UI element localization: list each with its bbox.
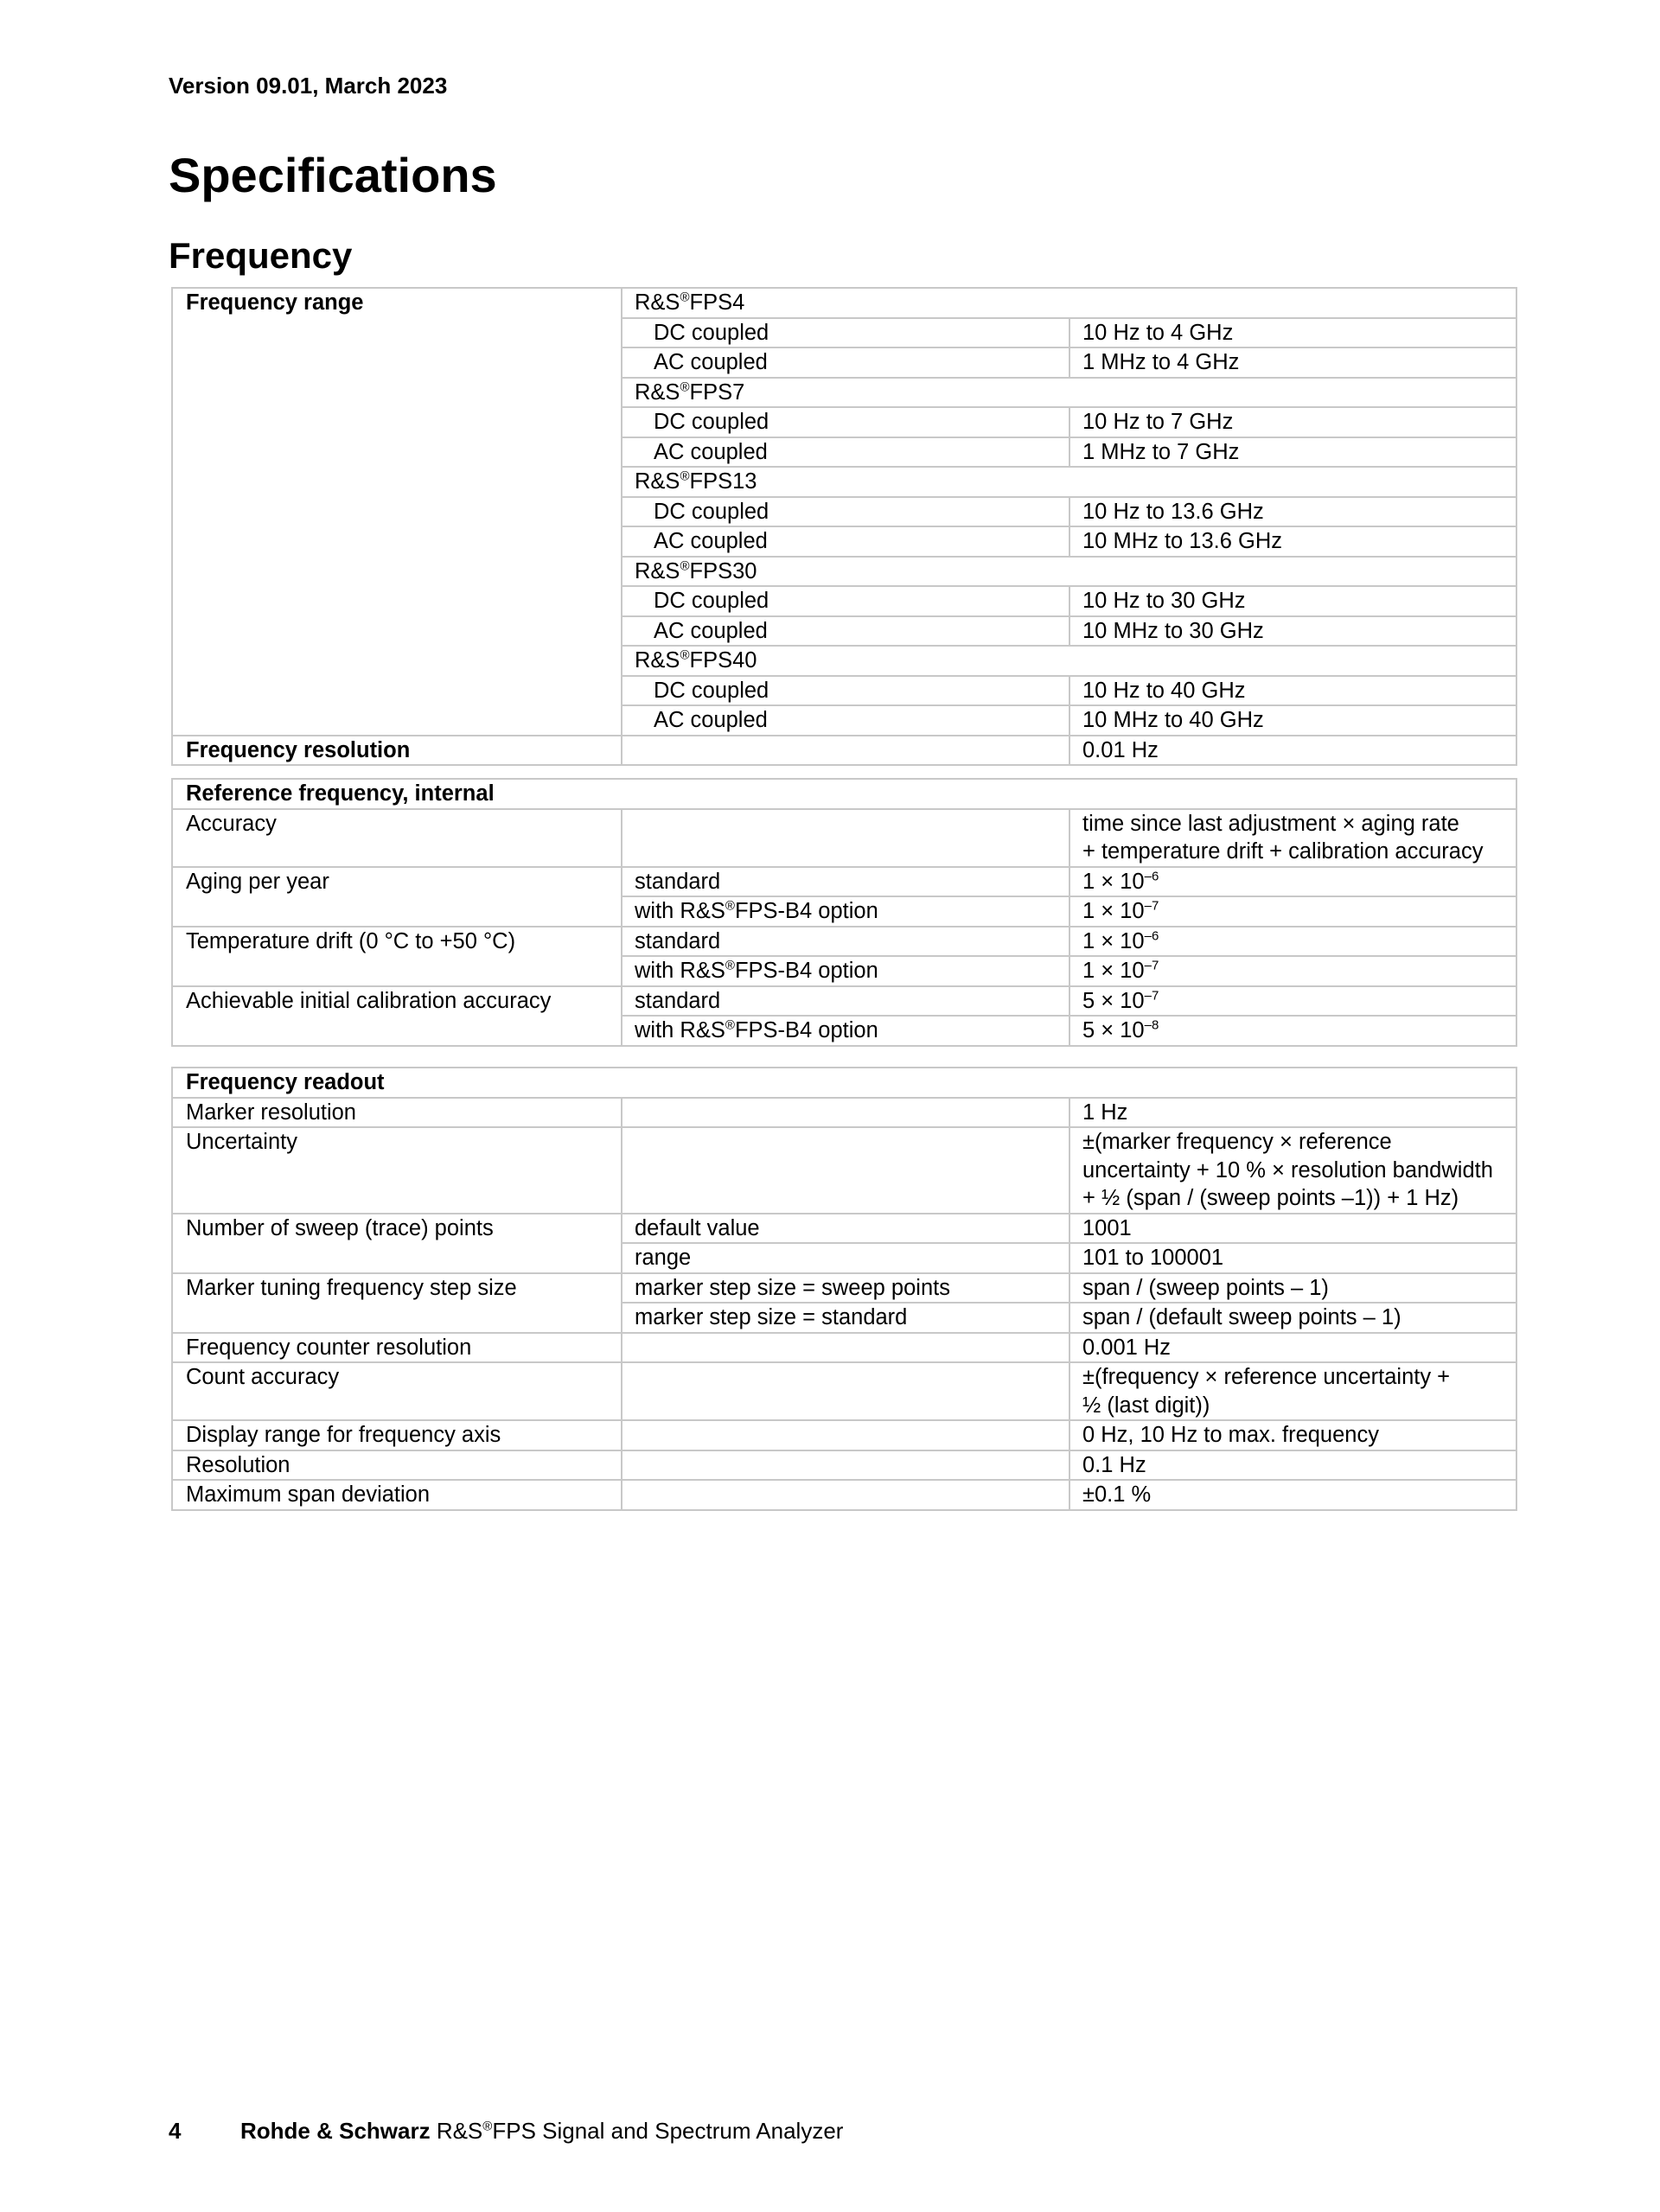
spec-value: span / (sweep points – 1) [1069,1273,1516,1304]
spec-value: 1001 [1069,1214,1516,1244]
version-label: Version 09.01, March 2023 [169,73,448,99]
table-row [172,779,1516,809]
table-row [172,1068,1516,1098]
frequency-range-table [171,287,1517,766]
resolution-value: 0.1 Hz [1069,1450,1516,1481]
coupling-label: AC coupled [622,526,1069,557]
step-size-label: Marker tuning frequency step size [172,1273,622,1333]
table-row [172,1420,1516,1450]
condition-label: with R&S®FPS-B4 option [622,1016,1069,1046]
calibration-accuracy-label: Achievable initial calibration accuracy [172,986,622,1046]
model-row: R&S®FPS7 [622,378,1516,408]
product-name: FPS Signal and Spectrum Analyzer [492,2118,844,2144]
display-range-value: 0 Hz, 10 Hz to max. frequency [1069,1420,1516,1450]
model-row: R&S®FPS30 [622,557,1516,587]
empty-cell [622,1098,1069,1128]
table-row [172,1333,1516,1363]
marker-resolution-value: 1 Hz [1069,1098,1516,1128]
product-prefix: R&S [430,2118,483,2144]
resolution-label: Resolution [172,1450,622,1481]
table-row [172,1273,1516,1304]
empty-cell [622,809,1069,867]
page-number: 4 [169,2118,182,2144]
condition-label: default value [622,1214,1069,1244]
empty-cell [622,1480,1069,1510]
condition-label: marker step size = sweep points [622,1273,1069,1304]
spec-value: $1 \times 10^{-7}$ [1069,896,1516,927]
marker-resolution-label: Marker resolution [172,1098,622,1128]
count-accuracy-value: ±(frequency × reference uncertainty + ½ (last digit)) [1069,1362,1516,1420]
spec-value: span / (default sweep points – 1) [1069,1303,1516,1333]
span-deviation-value: ±0.1 % [1069,1480,1516,1510]
registered-mark: ® [482,2119,493,2134]
range-value: 1 MHz to 4 GHz [1069,347,1516,378]
table-row [172,809,1516,867]
range-value: 10 Hz to 4 GHz [1069,318,1516,348]
empty-cell [622,736,1069,766]
frequency-range-label: Frequency range [172,288,622,736]
empty-cell [622,1450,1069,1481]
table-title: Frequency readout [172,1068,1516,1098]
table-row [172,867,1516,897]
range-value: 10 MHz to 13.6 GHz [1069,526,1516,557]
temperature-drift-label: Temperature drift (0 °C to +50 °C) [172,927,622,986]
span-deviation-label: Maximum span deviation [172,1480,622,1510]
coupling-label: DC coupled [622,586,1069,616]
uncertainty-value: ±(marker frequency × reference uncertainty + 10 % × resolution bandwidth + ½ (span / (sweep points –1)) + 1 Hz) [1069,1127,1516,1214]
table-row [172,986,1516,1017]
condition-label: standard [622,927,1069,957]
table-row [172,1480,1516,1510]
frequency-readout-table [171,1067,1517,1511]
coupling-label: DC coupled [622,676,1069,706]
condition-label: with R&S®FPS-B4 option [622,956,1069,986]
reference-frequency-table [171,778,1517,1047]
sweep-points-label: Number of sweep (trace) points [172,1214,622,1273]
range-value: 1 MHz to 7 GHz [1069,437,1516,468]
table-row [172,927,1516,957]
page-title: Specifications [169,148,497,202]
range-value: 10 Hz to 7 GHz [1069,407,1516,437]
table-title: Reference frequency, internal [172,779,1516,809]
coupling-label: DC coupled [622,407,1069,437]
section-title: Frequency [169,235,353,276]
range-value: 10 MHz to 40 GHz [1069,705,1516,736]
model-row: R&S®FPS40 [622,646,1516,676]
spec-value: $5 \times 10^{-8}$ [1069,1016,1516,1046]
empty-cell [622,1420,1069,1450]
table-row [172,1450,1516,1481]
condition-label: range [622,1243,1069,1273]
coupling-label: AC coupled [622,616,1069,647]
table-row [172,288,1516,318]
count-accuracy-label: Count accuracy [172,1362,622,1420]
coupling-label: AC coupled [622,437,1069,468]
condition-label: marker step size = standard [622,1303,1069,1333]
table-row [172,736,1516,766]
coupling-label: AC coupled [622,347,1069,378]
range-value: 10 Hz to 40 GHz [1069,676,1516,706]
empty-cell [622,1333,1069,1363]
table-row [172,1214,1516,1244]
table-row [172,1127,1516,1214]
condition-label: standard [622,867,1069,897]
model-row: R&S®FPS4 [622,288,1516,318]
brand-name: Rohde & Schwarz [240,2118,431,2144]
condition-label: standard [622,986,1069,1017]
coupling-label: AC coupled [622,705,1069,736]
page-footer [169,2118,843,2145]
spec-value: $1 \times 10^{-6}$ [1069,927,1516,957]
table-row [172,1098,1516,1128]
accuracy-value: time since last adjustment × aging rate + temperature drift + calibration accuracy [1069,809,1516,867]
aging-label: Aging per year [172,867,622,927]
counter-resolution-value: 0.001 Hz [1069,1333,1516,1363]
empty-cell [622,1362,1069,1420]
uncertainty-label: Uncertainty [172,1127,622,1214]
condition-label: with R&S®FPS-B4 option [622,896,1069,927]
table-row [172,1362,1516,1420]
spec-value: 101 to 100001 [1069,1243,1516,1273]
spec-value: $5 \times 10^{-7}$ [1069,986,1516,1017]
counter-resolution-label: Frequency counter resolution [172,1333,622,1363]
model-row: R&S®FPS13 [622,467,1516,497]
range-value: 10 Hz to 30 GHz [1069,586,1516,616]
spec-value: $1 \times 10^{-6}$ [1069,867,1516,897]
spec-value: $1 \times 10^{-7}$ [1069,956,1516,986]
frequency-resolution-value: 0.01 Hz [1069,736,1516,766]
coupling-label: DC coupled [622,318,1069,348]
display-range-label: Display range for frequency axis [172,1420,622,1450]
coupling-label: DC coupled [622,497,1069,527]
accuracy-label: Accuracy [172,809,622,867]
range-value: 10 Hz to 13.6 GHz [1069,497,1516,527]
empty-cell [622,1127,1069,1214]
range-value: 10 MHz to 30 GHz [1069,616,1516,647]
frequency-resolution-label: Frequency resolution [172,736,622,766]
